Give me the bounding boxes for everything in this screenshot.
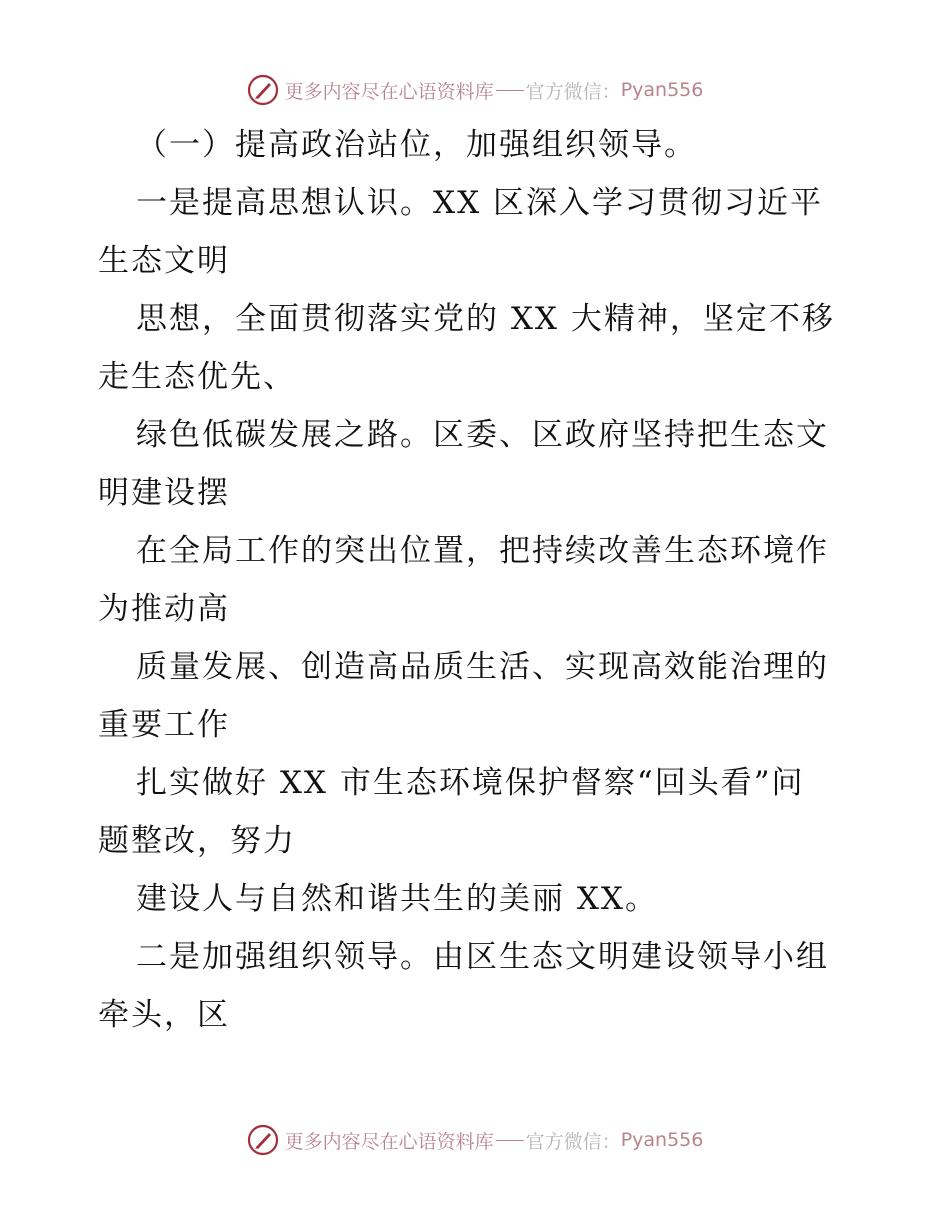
body-line: 建设人与自然和谐共生的美丽 XX。: [136, 881, 658, 917]
body-line: 为推动高: [98, 591, 230, 627]
watermark-wechat-id: Pyan556: [620, 1129, 704, 1151]
body-line: 扎实做好 XX 市生态环境保护督察“回头看”问: [136, 765, 805, 801]
document-body: [98, 116, 858, 1044]
body-line: 一是提高思想认识。XX 区深入学习贯彻习近平: [136, 185, 823, 221]
body-line: 在全局工作的突出位置，把持续改善生态环境作: [136, 533, 829, 569]
body-line: 质量发展、创造高品质生活、实现高效能治理的: [136, 649, 829, 685]
footer-watermark: [0, 1120, 950, 1160]
watermark-wechat-id: Pyan556: [620, 79, 704, 101]
watermark-wechat-label: 官方微信：: [525, 1130, 621, 1153]
body-line: 思想，全面贯彻落实党的 XX 大精神，坚定不移: [136, 301, 835, 337]
body-line: 重要工作: [98, 707, 230, 743]
body-line: 生态文明: [98, 243, 230, 279]
watermark-text: 更多内容尽在心语资料库: [284, 1130, 494, 1153]
watermark-dash: [496, 1140, 524, 1141]
section-heading: （一）提高政治站位，加强组织领导。: [136, 127, 697, 163]
watermark-dash: [496, 90, 524, 91]
watermark-text: 更多内容尽在心语资料库: [284, 80, 494, 103]
quill-pen-logo-icon: [247, 1124, 279, 1156]
body-line: 题整改，努力: [98, 823, 296, 859]
quill-pen-logo-icon: [247, 74, 279, 106]
body-line: 绿色低碳发展之路。区委、区政府坚持把生态文: [136, 417, 829, 453]
watermark-wechat-label: 官方微信：: [525, 80, 621, 103]
body-line: 二是加强组织领导。由区生态文明建设领导小组: [136, 939, 829, 975]
body-line: 走生态优先、: [98, 359, 296, 395]
body-line: 牵头，区: [98, 997, 230, 1033]
body-line: 明建设摆: [98, 475, 230, 511]
header-watermark: [0, 70, 950, 110]
